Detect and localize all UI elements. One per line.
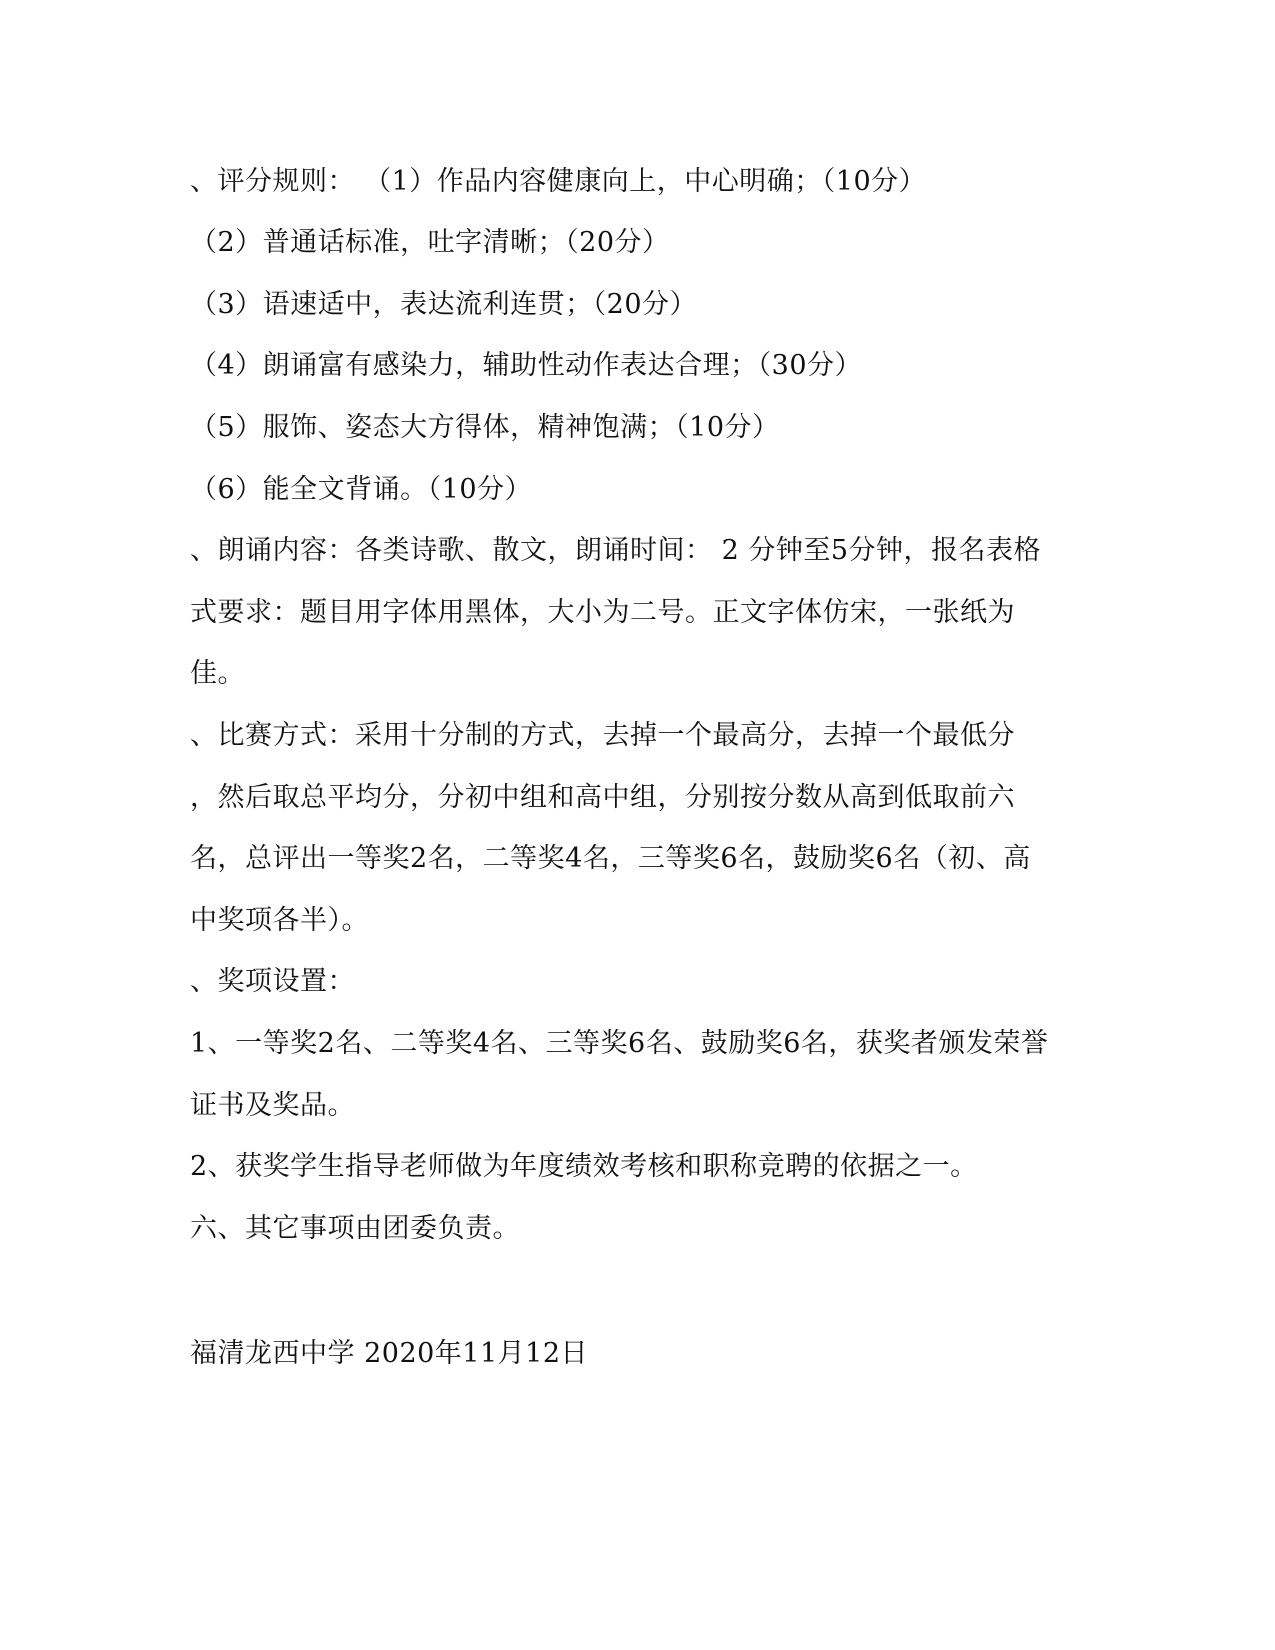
competition-method-line-3: 名，总评出一等奖2名，二等奖4名，三等奖6名，鼓励奖6名（初、高 [190, 843, 1031, 874]
scoring-rule-2: （2）普通话标准，吐字清晰；（20分） [190, 227, 670, 258]
competition-method-line-1: 、比赛方式：采用十分制的方式，去掉一个最高分，去掉一个最低分 [190, 720, 1015, 751]
scoring-rule-5: （5）服饰、姿态大方得体，精神饱满；（10分） [190, 412, 780, 443]
awards-heading: 、奖项设置： [190, 966, 355, 997]
competition-method-line-2: ，然后取总平均分，分初中组和高中组，分别按分数从高到低取前六 [190, 782, 1015, 813]
scoring-rules-heading: 、评分规则： （1）作品内容健康向上，中心明确；（10分） [190, 166, 927, 197]
scoring-rule-3: （3）语速适中，表达流利连贯；（20分） [190, 289, 698, 320]
award-item-2: 2、获奖学生指导老师做为年度绩效考核和职称竞聘的依据之一。 [190, 1151, 978, 1182]
award-item-1-line-1: 1、一等奖2名、二等奖4名、三等奖6名、鼓励奖6名，获奖者颁发荣誉 [190, 1028, 1049, 1059]
scoring-rule-4: （4）朗诵富有感染力，辅助性动作表达合理；（30分） [190, 350, 863, 381]
scoring-rule-6: （6）能全文背诵。（10分） [190, 474, 533, 505]
recitation-content-line-1: 、朗诵内容：各类诗歌、散文，朗诵时间： 2 分钟至5分钟，报名表格 [190, 535, 1042, 566]
signature-line: 福清龙西中学 2020年11月12日 [190, 1338, 589, 1369]
competition-method-line-4: 中奖项各半）。 [190, 905, 369, 936]
recitation-content-line-3: 佳。 [190, 658, 245, 689]
other-matters: 六、其它事项由团委负责。 [190, 1213, 520, 1244]
recitation-content-line-2: 式要求：题目用字体用黑体，大小为二号。正文字体仿宋，一张纸为 [190, 597, 1015, 628]
award-item-1-line-2: 证书及奖品。 [190, 1090, 355, 1121]
